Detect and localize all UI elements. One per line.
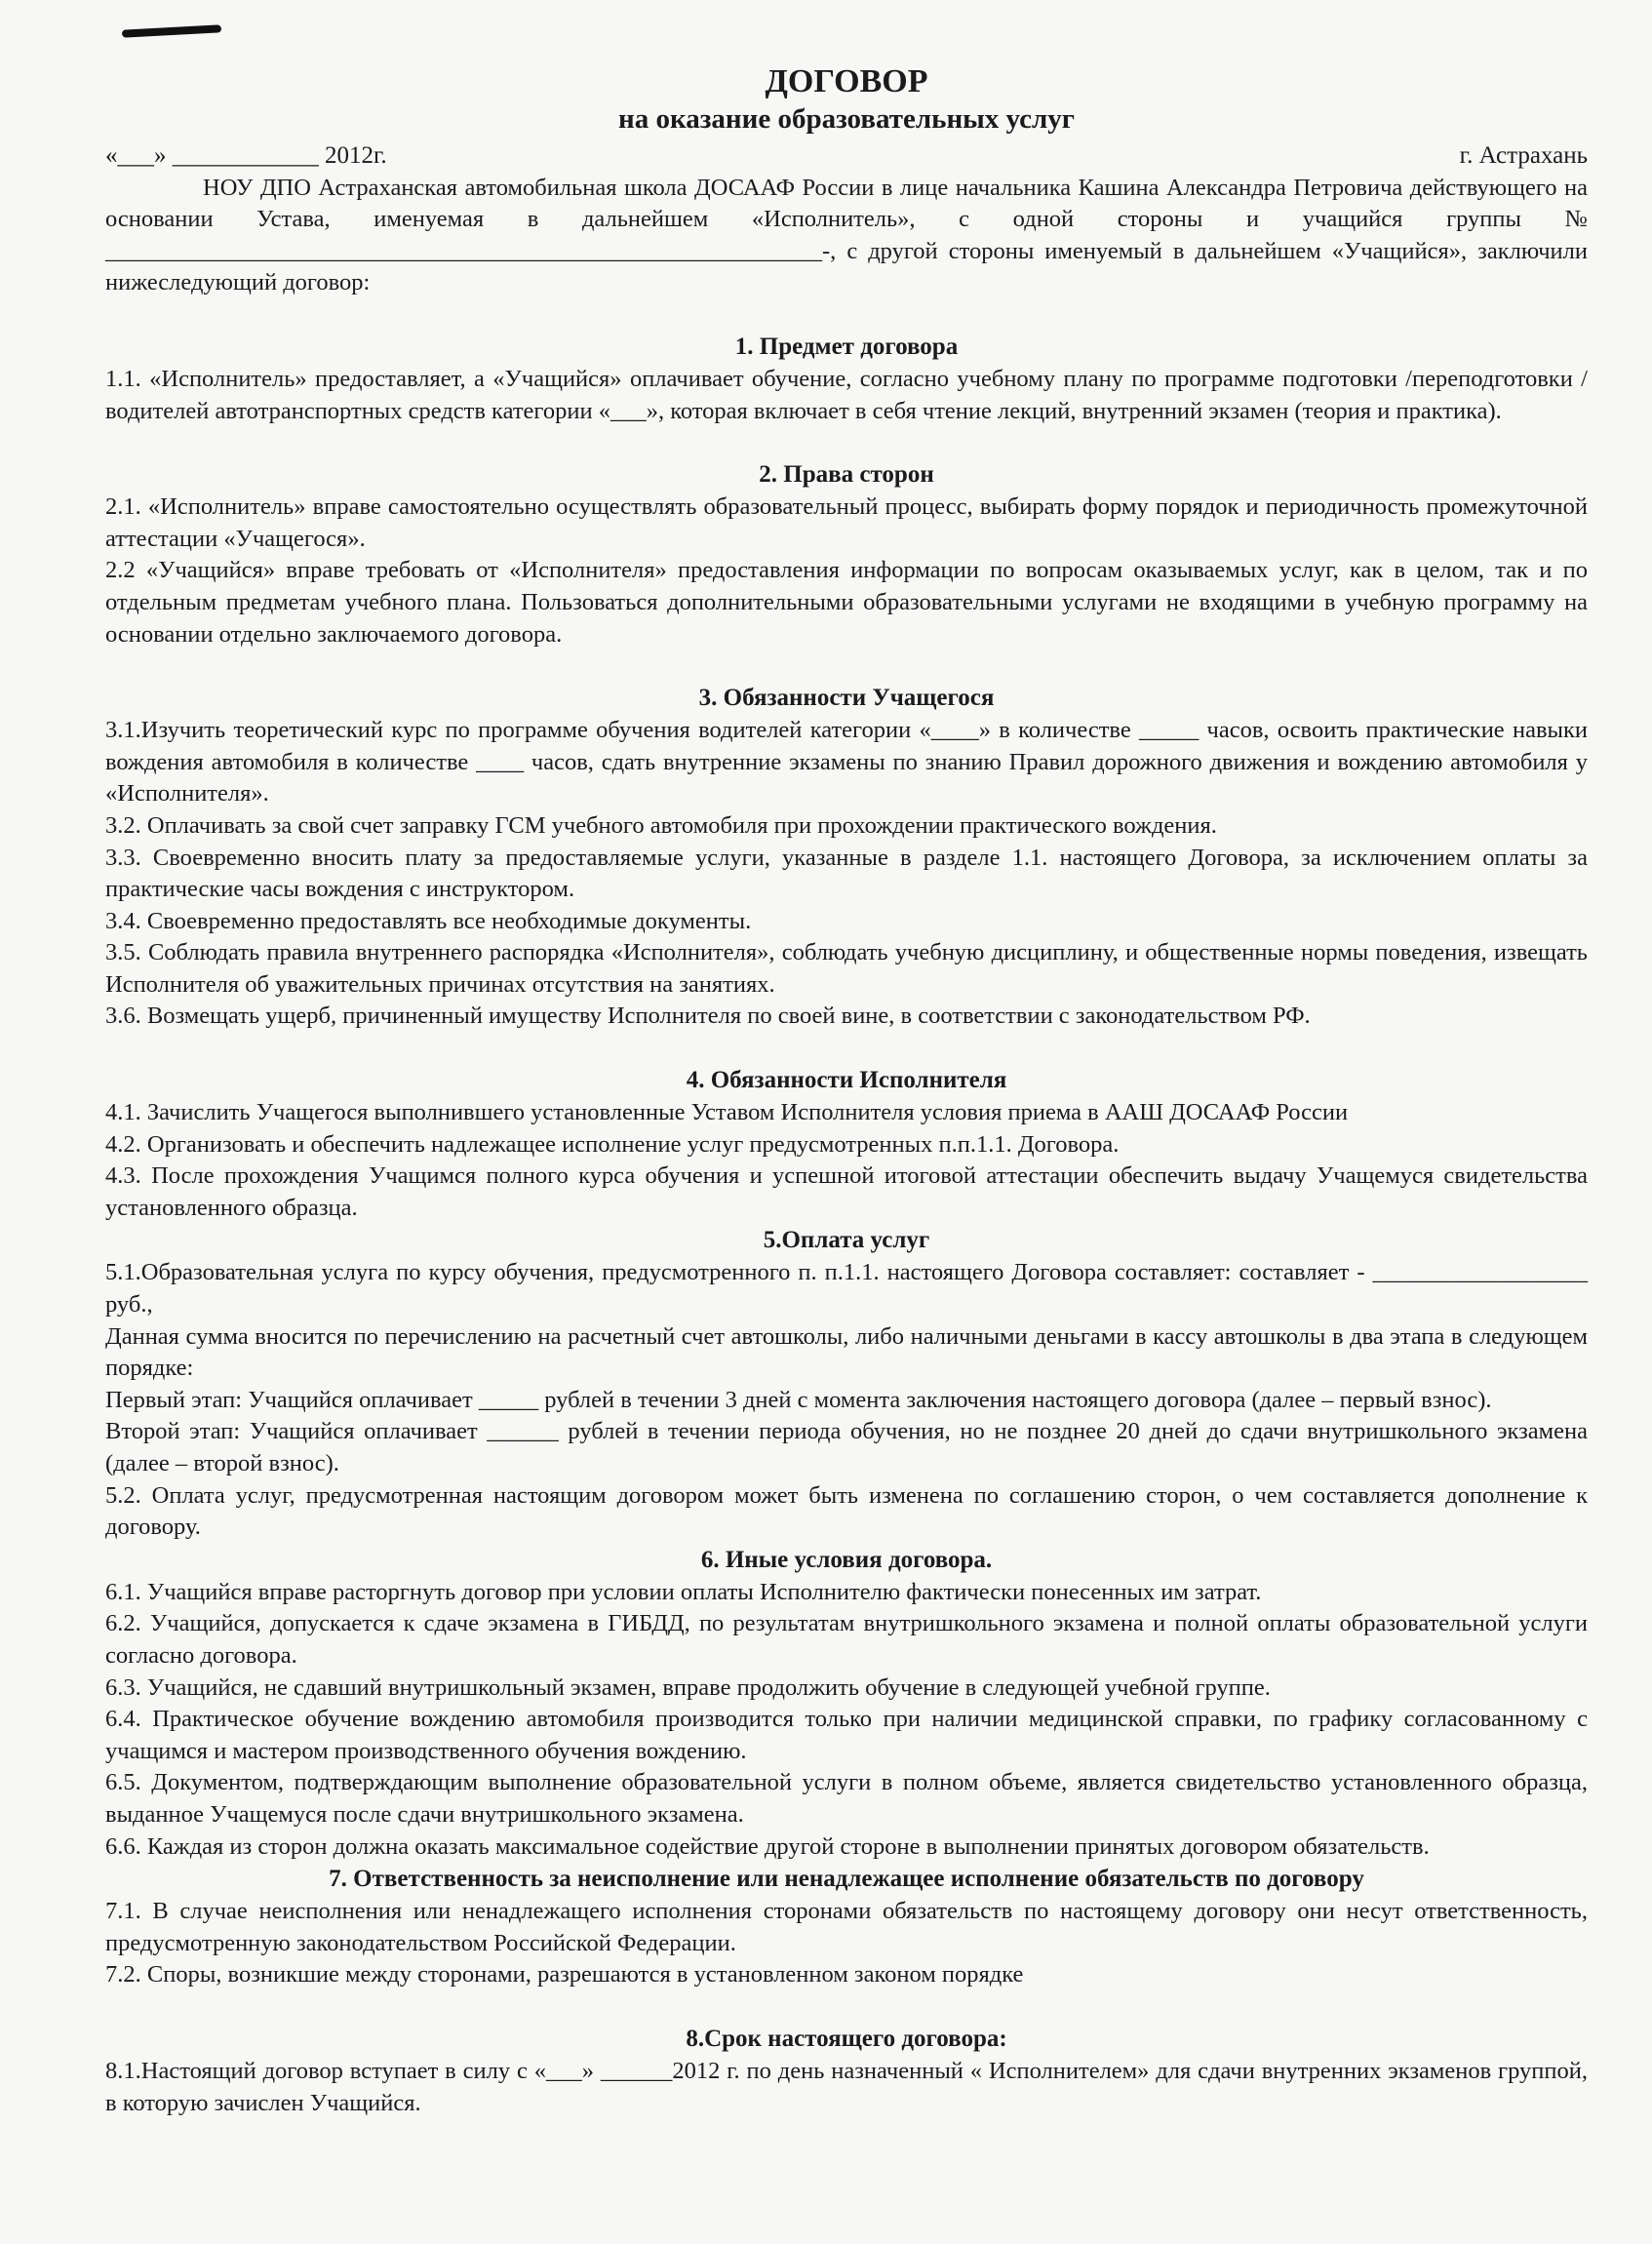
clause-paragraph: 3.1.Изучить теоретический курс по программе обучения водителей категории «____» в количестве _____ часов, освоить практические навыки вождения автомобиля в количестве ____ часов, сдать внутренние экзамены по знанию Правил дорожного движения и вождению автомобиля у «Исполнителя». <box>105 717 1588 807</box>
date-city-row <box>105 140 1588 173</box>
date-line: «___» ____________ 2012г. <box>105 142 387 169</box>
clause-paragraph: 3.2. Оплачивать за свой счет заправку ГСМ учебного автомобиля при прохождении практического вождения. <box>105 811 1217 839</box>
section-7 <box>105 1863 1588 1991</box>
clause-paragraph: 7.1. В случае неисполнения или ненадлежащего исполнения сторонами обязательств по настоящему договору они несут ответственность, предусмотренную законодательством Российской Федерации. <box>105 1898 1588 1956</box>
scan-mark <box>122 24 221 37</box>
section-1 <box>105 331 1588 427</box>
clause-paragraph: 4.1. Зачислить Учащегося выполнившего установленные Уставом Исполнителя условия приема в ААШ ДОСААФ России <box>105 1099 1349 1126</box>
clause-paragraph: 6.5. Документом, подтверждающим выполнение образовательной услуги в полном объеме, является свидетельство установленного образца, выданное Учащемуся после сдачи внутришкольного экзамена. <box>105 1769 1588 1828</box>
clause-paragraph: 7.2. Споры, возникшие между сторонами, разрешаются в установленном законом порядке <box>105 1961 1024 1988</box>
section-heading: 1. Предмет договора <box>734 333 959 360</box>
section-heading: 8.Срок настоящего договора: <box>686 2025 1007 2052</box>
clause-paragraph: Данная сумма вносится по перечислению на расчетный счет автошколы, либо наличными деньгами в кассу автошколы в два этапа в следующем порядке: <box>105 1322 1588 1382</box>
section-6 <box>105 1544 1588 1863</box>
clause-paragraph: 4.2. Организовать и обеспечить надлежащее исполнение услуг предусмотренных п.п.1.1. Договора. <box>105 1130 1120 1158</box>
document-title: ДОГОВОР <box>765 63 928 99</box>
clause-paragraph: 5.1.Образовательная услуга по курсу обучения, предусмотренного п. п.1.1. настоящего Договора составляет: составляет - __________________ руб., <box>105 1259 1588 1319</box>
clause-paragraph: 8.1.Настоящий договор вступает в силу с «___» ______2012 г. по день назначенный « Исполнителем» для сдачи внутренних экзаменов группой, в которую зачислен Учащийся. <box>105 2057 1588 2116</box>
clause-paragraph: 6.2. Учащийся, допускается к сдаче экзамена в ГИБДД, по результатам внутришкольного экзамена и полной оплаты образовательной услуги согласно договора. <box>105 1610 1588 1669</box>
section-2 <box>105 458 1588 650</box>
section-5 <box>105 1224 1588 1543</box>
document-subtitle: на оказание образовательных услуг <box>618 103 1075 135</box>
clause-paragraph: 6.4. Практическое обучение вождению автомобиля производится только при наличии медицинской справки, по графику согласованному с учащимся и мастером производственного обучения вождению. <box>105 1706 1588 1764</box>
clause-paragraph: 3.6. Возмещать ущерб, причиненный имуществу Исполнителя по своей вине, в соответствии с законодательством РФ. <box>105 1003 1311 1030</box>
clause-paragraph: 6.6. Каждая из сторон должна оказать максимальное содействие другой стороне в выполнении принятых договором обязательств. <box>105 1832 1430 1860</box>
intro-paragraph: НОУ ДПО Астраханская автомобильная школа ДОСААФ России в лице начальника Кашина Александра Петровича действующего на основании Устава, именуемая в дальнейшем «Исполнитель», с одной стороны и учащийся группы № ____________________________________________________________-, с другой стороны именуемый в дальнейшем «Учащийся», заключили нижеследующий договор: <box>105 174 1588 296</box>
section-heading: 5.Оплата услуг <box>763 1227 930 1254</box>
clause-paragraph: 4.3. После прохождения Учащимся полного курса обучения и успешной итоговой аттестации обеспечить выдачу Учащемуся свидетельства установленного образца. <box>105 1162 1588 1221</box>
clause-paragraph: 6.1. Учащийся вправе расторгнуть договор при условии оплаты Исполнителю фактически понесенных им затрат. <box>105 1578 1262 1605</box>
contract-page <box>105 55 1588 2119</box>
clause-paragraph: 5.2. Оплата услуг, предусмотренная настоящим договором может быть изменена по соглашению сторон, о чем составляется дополнение к договору. <box>105 1481 1588 1541</box>
clause-paragraph: 2.2 «Учащийся» вправе требовать от «Исполнителя» предоставления информации по вопросам оказываемых услуг, как в целом, так и по отдельным предметам учебного плана. Пользоваться дополнительными образовательными услугами не входящими в учебную программу на основании отдельно заключаемого договора. <box>105 557 1588 648</box>
section-8 <box>105 2023 1588 2119</box>
clause-paragraph: Второй этап: Учащийся оплачивает ______ рублей в течении периода обучения, но не позднее 20 дней до сдачи внутришкольного экзамена (далее – второй взнос). <box>105 1418 1588 1476</box>
section-4 <box>105 1064 1588 1224</box>
contract-sections <box>105 331 1588 2119</box>
section-heading: 6. Иные условия договора. <box>700 1546 993 1573</box>
clause-paragraph: 3.5. Соблюдать правила внутреннего распорядка «Исполнителя», соблюдать учебную дисциплину, и общественные нормы поведения, извещать Исполнителя об уважительных причинах отсутствия на занятиях. <box>105 939 1588 998</box>
section-heading: 4. Обязанности Исполнителя <box>686 1067 1007 1094</box>
clause-paragraph: 6.3. Учащийся, не сдавший внутришкольный экзамен, вправе продолжить обучение в следующей учебной группе. <box>105 1673 1271 1701</box>
section-heading: 7. Ответственность за неисполнение или ненадлежащее исполнение обязательств по договору <box>329 1866 1364 1893</box>
section-heading: 2. Права сторон <box>759 461 934 489</box>
clause-paragraph: 3.3. Своевременно вносить плату за предоставляемые услуги, указанные в разделе 1.1. настоящего Договора, за исключением оплаты за практические часы вождения с инструктором. <box>105 844 1588 903</box>
clause-paragraph: 1.1. «Исполнитель» предоставляет, а «Учащийся» оплачивает обучение, согласно учебному плану по программе подготовки /переподготовки / водителей автотранспортных средств категории «___», которая включает в себя чтение лекций, внутренний экзамен (теория и практика). <box>105 365 1588 424</box>
clause-paragraph: 2.1. «Исполнитель» вправе самостоятельно осуществлять образовательный процесс, выбирать форму порядок и периодичность промежуточной аттестации «Учащегося». <box>105 493 1588 552</box>
section-3 <box>105 682 1588 1033</box>
section-heading: 3. Обязанности Учащегося <box>698 685 995 712</box>
city: г. Астрахань <box>1459 142 1588 169</box>
clause-paragraph: 3.4. Своевременно предоставлять все необходимые документы. <box>105 907 752 934</box>
clause-paragraph: Первый этап: Учащийся оплачивает _____ рублей в течении 3 дней с момента заключения настоящего договора (далее – первый взнос). <box>105 1386 1492 1413</box>
